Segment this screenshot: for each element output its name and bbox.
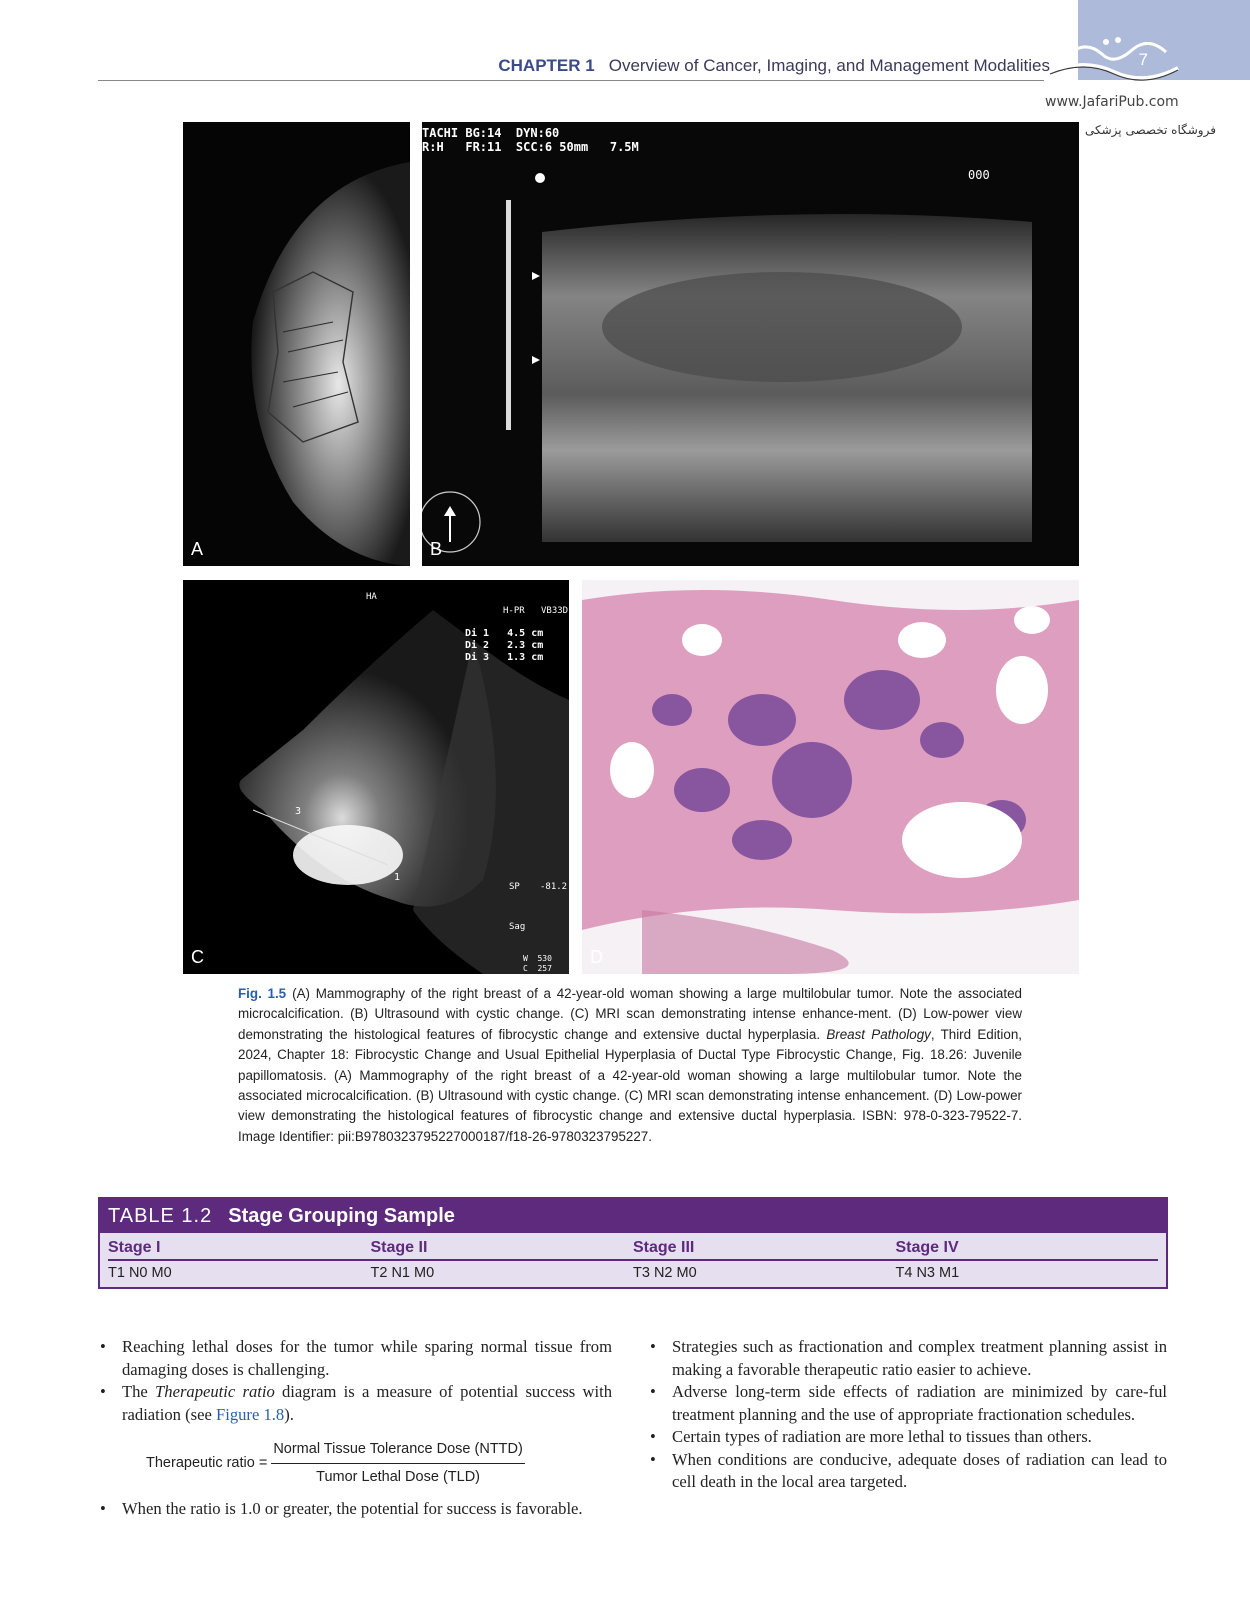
mri-marker-3: 3 [295, 806, 302, 817]
mri-text-sp-value: -81.2 [540, 882, 568, 892]
panel-label: B [430, 539, 443, 559]
watermark-url: www.JafariPub.com [1045, 94, 1179, 110]
figure-panel-a [183, 122, 410, 566]
list-item: • Strategies such as fractionation and complex treatment planning assist in making a favorable therapeutic ratio easier to achieve. [648, 1336, 1167, 1381]
caption-source-title: Breast Pathology [826, 1026, 931, 1042]
table-header-cell: Stage I [108, 1239, 161, 1256]
mri-text-sp: SP [509, 882, 520, 892]
left-bullet-list [98, 1336, 612, 1521]
right-bullet-list [648, 1336, 1167, 1494]
panel-label: C [191, 947, 204, 967]
bullet-text: ). [284, 1404, 294, 1424]
mri-text-hpr: H-PR [503, 606, 525, 616]
page-number: 7 [1138, 50, 1148, 69]
formula-lhs: Therapeutic ratio = [146, 1454, 268, 1471]
table-row [108, 1261, 1158, 1285]
table-cell: T1 N0 M0 [108, 1265, 172, 1281]
mri-text-vb: VB33D [541, 606, 569, 616]
figure-number: Fig. 1.5 [238, 986, 287, 1001]
mri-text-ha: HA [366, 592, 377, 602]
stage-grouping-table [98, 1197, 1168, 1289]
mri-text-w: W 530 [523, 954, 552, 963]
list-item: • Adverse long-term side effects of radiation are minimized by care-ful treatment planning and the use of appropriate fractionation schedules. [648, 1381, 1167, 1426]
header-rule [98, 80, 1044, 81]
figure-panel-b [422, 122, 1079, 566]
table-cell: T2 N1 M0 [370, 1265, 435, 1281]
list-item: • Reaching lethal doses for the tumor while sparing normal tissue from damaging doses is challenging. [98, 1336, 612, 1381]
ultrasound-overlay-line2: R:H FR:11 SCC:6 50mm 7.5M [422, 140, 639, 154]
running-header [98, 56, 1050, 76]
table-number: TABLE 1.2 [108, 1205, 213, 1227]
watermark-tagline: فروشگاه تخصصی پزشکی [1085, 123, 1216, 137]
therapeutic-ratio-formula [146, 1438, 612, 1488]
figure-panel-d [582, 580, 1079, 974]
publisher-logo [1044, 28, 1184, 92]
histology-image [582, 580, 1079, 974]
table-header-cell: Stage IV [895, 1239, 959, 1256]
mri-measure-3: Di 3 1.3 cm [465, 652, 544, 663]
mri-measure-2: Di 2 2.3 cm [465, 640, 544, 651]
table-title-bar [100, 1199, 1166, 1233]
figure-reference-link[interactable]: Figure 1.8 [216, 1404, 285, 1424]
chapter-title: Overview of Cancer, Imaging, and Management Modalities [608, 56, 1050, 75]
mri-text-sag: Sag [509, 922, 526, 932]
mri-measure-1: Di 1 4.5 cm [465, 628, 544, 639]
table-title: Stage Grouping Sample [228, 1205, 455, 1227]
term-therapeutic-ratio: Therapeutic ratio [155, 1382, 275, 1401]
mri-marker-1: 1 [394, 872, 401, 883]
list-item: • When conditions are conducive, adequate doses of radiation can lead to cell death in the local area targeted. [648, 1449, 1167, 1494]
ultrasound-overlay-counter: 000 [968, 168, 990, 182]
formula-fraction [271, 1438, 525, 1488]
bullet-text: diagram is a measure of potential success with radiation (see [122, 1382, 612, 1424]
chapter-label: CHAPTER 1 [498, 56, 595, 75]
list-item [98, 1381, 612, 1426]
figure-caption [238, 984, 1022, 1147]
table-cell: T4 N3 M1 [895, 1265, 960, 1281]
panel-label: A [191, 539, 204, 559]
ultrasound-overlay-line1: TACHI BG:14 DYN:60 [422, 126, 560, 140]
table-cell: T3 N2 M0 [633, 1265, 697, 1281]
table-header-row [108, 1233, 1158, 1261]
formula-denominator: Tumor Lethal Dose (TLD) [316, 1468, 480, 1485]
caption-text-2: , Third Edition, 2024, Chapter 18: Fibrocystic Change and Usual Epithelial Hyperplasia of Ductal Type Fibrocystic Change, Fig. 18.26: Juvenile papillomatosis. (A) Mammography of the right breast of a 42-year-old woman showing a large multilobular tumor. Note the associated microcalcification. (B) Ultrasound with cystic change. (C) MRI scan demonstrating intense enhancement. (D) Low-power view demonstrating the histological features of fibrocystic change and extensive ductal hyperplasia. ISBN: 978-0-323-79522-7. Image Identifier: pii:B9780323795227000187/f18-26-9780323795227. [238, 1026, 1022, 1144]
mammogram-image [183, 122, 410, 566]
caption-text-1: (A) Mammography of the right breast of a 42-year-old woman showing a large multilobular tumor. Note the associated microcalcification. (B) Ultrasound with cystic change. (C) MRI scan demonstrating intense enhance-ment. (D) Low-power view demonstrating the histological features of fibrocystic change and extensive ductal hyperplasia. [238, 986, 1022, 1042]
mri-text-c: C 257 [523, 964, 552, 973]
formula-numerator: Normal Tissue Tolerance Dose (NTTD) [271, 1438, 525, 1464]
list-item: • When the ratio is 1.0 or greater, the potential for success is favorable. [98, 1498, 612, 1521]
figure-panel-c [183, 580, 569, 974]
list-item: • Certain types of radiation are more lethal to tissues than others. [648, 1426, 1167, 1449]
table-header-cell: Stage III [633, 1239, 695, 1256]
panel-label: D [590, 947, 603, 967]
bullet-text: The [122, 1382, 156, 1401]
table-header-cell: Stage II [370, 1239, 428, 1256]
ultrasound-image [422, 122, 1079, 566]
